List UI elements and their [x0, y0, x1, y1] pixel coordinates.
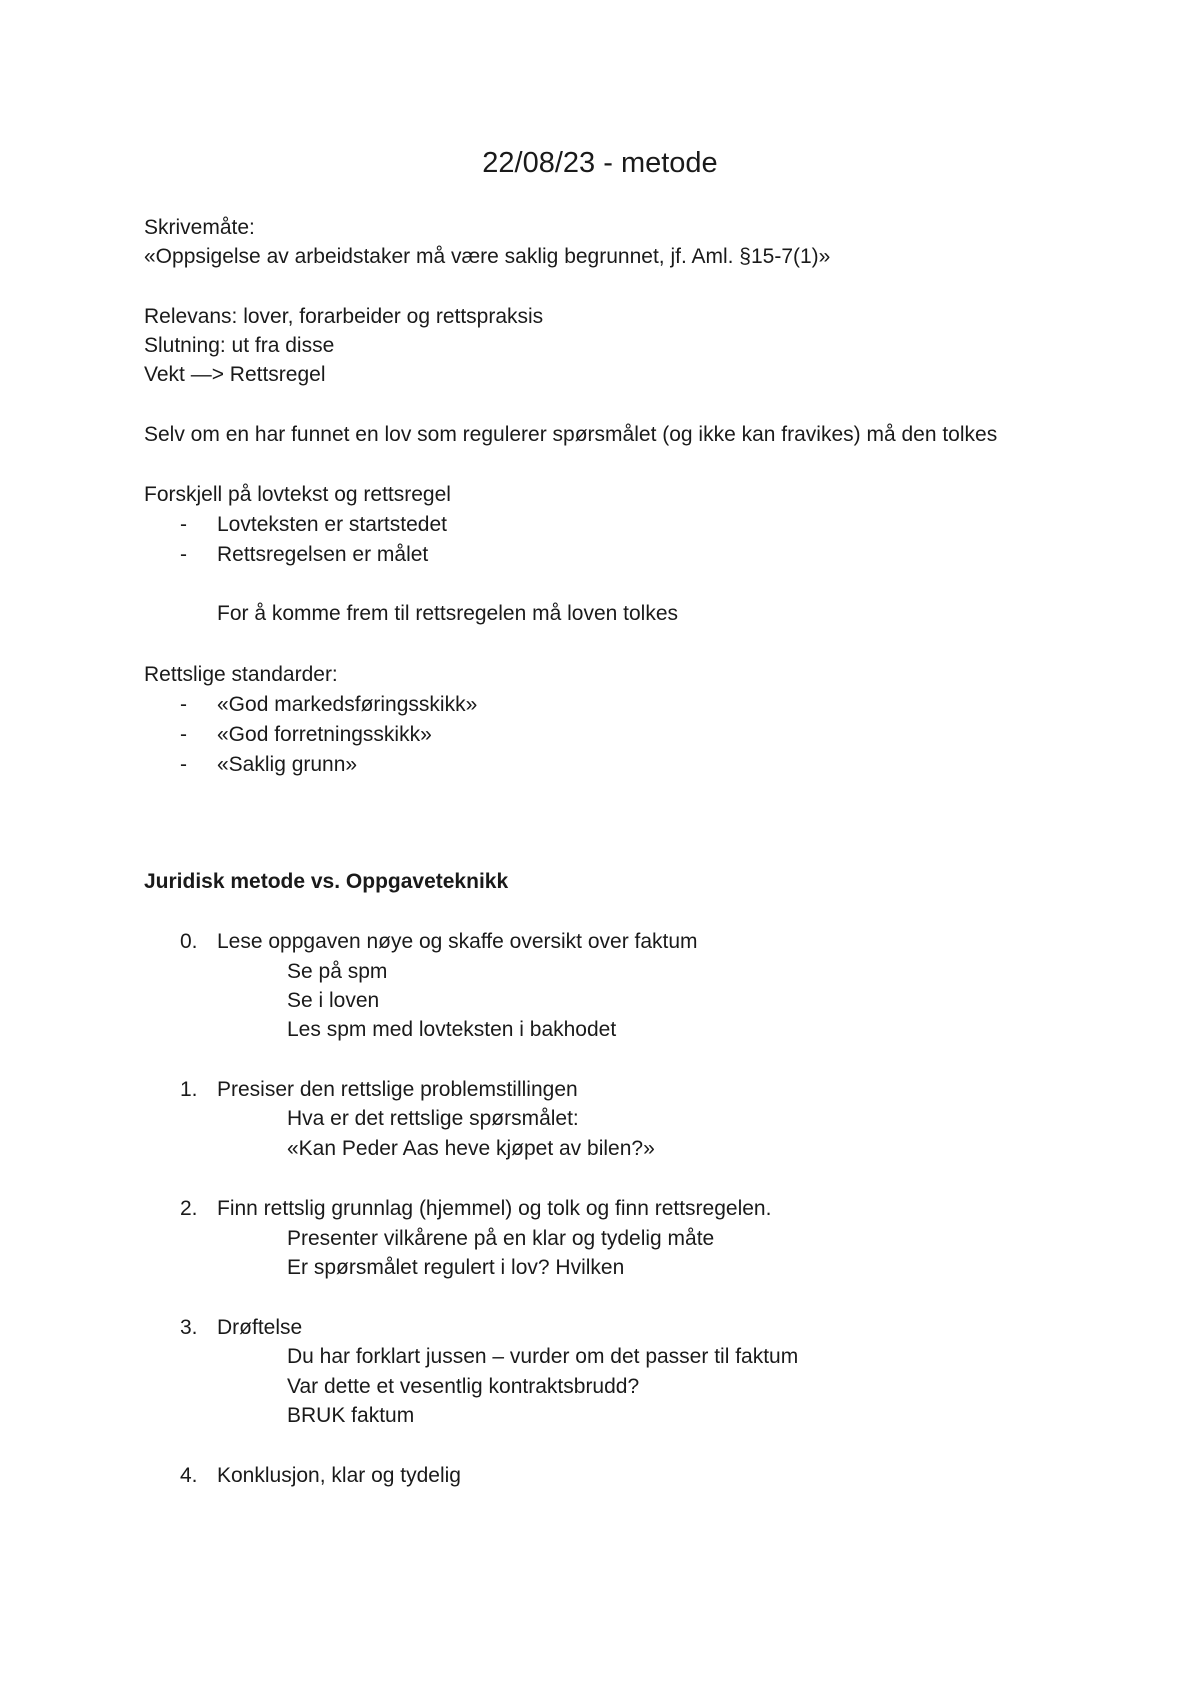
bullet-marker: - — [180, 693, 187, 716]
list-subitem: Se i loven — [287, 989, 380, 1012]
list-subitem: Du har forklart jussen – vurder om det passer til faktum — [287, 1345, 799, 1368]
list-subitem: Er spørsmålet regulert i lov? Hvilken — [287, 1256, 625, 1279]
forskjell-bullet: Lovteksten er startstedet — [217, 513, 447, 536]
skrivemate-label: Skrivemåte: — [144, 216, 255, 239]
skrivemate-quote: «Oppsigelse av arbeidstaker må være saklig begrunnet, jf. Aml. §15-7(1)» — [144, 245, 831, 268]
list-subitem: Hva er det rettslige spørsmålet: — [287, 1107, 579, 1130]
list-subitem: Var dette et vesentlig kontraktsbrudd? — [287, 1375, 640, 1398]
list-subitem: Les spm med lovteksten i bakhodet — [287, 1018, 617, 1041]
metode-heading: Juridisk metode vs. Oppgaveteknikk — [144, 870, 509, 893]
bullet-marker: - — [180, 543, 187, 566]
slutning-line: Slutning: ut fra disse — [144, 334, 335, 357]
list-item-text: Konklusjon, klar og tydelig — [217, 1464, 461, 1487]
forskjell-heading: Forskjell på lovtekst og rettsregel — [144, 483, 451, 506]
standarder-bullet: «God markedsføringsskikk» — [217, 693, 478, 716]
bullet-marker: - — [180, 723, 187, 746]
list-number: 4. — [180, 1464, 198, 1487]
bullet-marker: - — [180, 513, 187, 536]
list-item-text: Presiser den rettslige problemstillingen — [217, 1078, 578, 1101]
tolkning-paragraph: Selv om en har funnet en lov som regulerer spørsmålet (og ikke kan fravikes) må den tolkes — [144, 423, 998, 446]
list-item-text: Drøftelse — [217, 1316, 303, 1339]
document-title: 22/08/23 - metode — [482, 147, 718, 179]
forskjell-bullet: Rettsregelsen er målet — [217, 543, 429, 566]
forskjell-note: For å komme frem til rettsregelen må loven tolkes — [217, 602, 678, 625]
relevans-line: Relevans: lover, forarbeider og rettspraksis — [144, 305, 544, 328]
list-subitem: BRUK faktum — [287, 1404, 415, 1427]
list-number: 2. — [180, 1197, 198, 1220]
list-subitem: Presenter vilkårene på en klar og tydelig måte — [287, 1227, 715, 1250]
standarder-bullet: «Saklig grunn» — [217, 753, 358, 776]
list-item-text: Finn rettslig grunnlag (hjemmel) og tolk og finn rettsregelen. — [217, 1197, 772, 1220]
list-number: 0. — [180, 930, 198, 953]
vekt-line: Vekt —> Rettsregel — [144, 363, 326, 386]
list-subitem: «Kan Peder Aas heve kjøpet av bilen?» — [287, 1137, 655, 1160]
list-subitem: Se på spm — [287, 960, 388, 983]
list-number: 3. — [180, 1316, 198, 1339]
bullet-marker: - — [180, 753, 187, 776]
list-item-text: Lese oppgaven nøye og skaffe oversikt over faktum — [217, 930, 698, 953]
standarder-bullet: «God forretningsskikk» — [217, 723, 432, 746]
standarder-heading: Rettslige standarder: — [144, 663, 338, 686]
list-number: 1. — [180, 1078, 198, 1101]
